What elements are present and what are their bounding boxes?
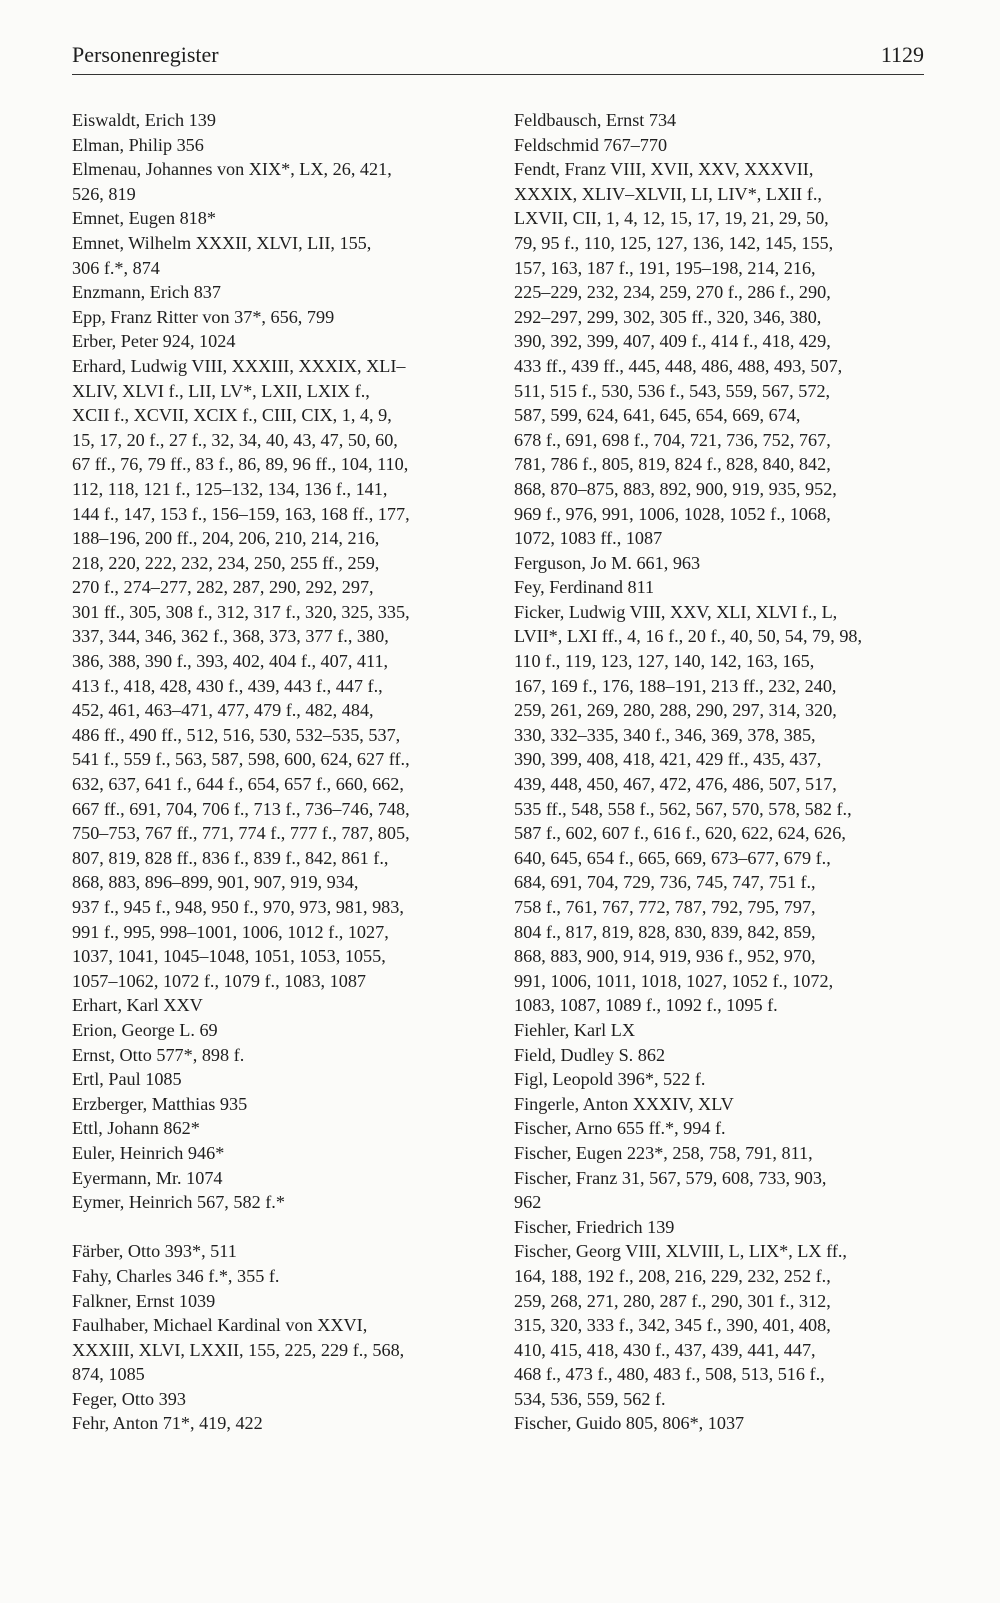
index-entry-line: 991 f., 995, 998–1001, 1006, 1012 f., 1027, bbox=[72, 921, 389, 942]
index-entry-line: 390, 392, 399, 407, 409 f., 414 f., 418, 429, bbox=[514, 331, 831, 352]
index-entry-line: 486 ff., 490 ff., 512, 516, 530, 532–535, 537, bbox=[72, 724, 401, 745]
index-entry-line: 301 ff., 305, 308 f., 312, 317 f., 320, 325, 335, bbox=[72, 601, 410, 622]
index-entry-line: 157, 163, 187 f., 191, 195–198, 214, 216, bbox=[514, 257, 816, 278]
index-column-left bbox=[72, 108, 492, 1436]
index-entry-line: 79, 95 f., 110, 125, 127, 136, 142, 145, 155, bbox=[514, 232, 834, 253]
index-entry-line: 306 f.*, 874 bbox=[72, 257, 160, 278]
index-entry-line: 868, 883, 896–899, 901, 907, 919, 934, bbox=[72, 872, 359, 893]
index-entry-line: Ertl, Paul 1085 bbox=[72, 1069, 182, 1090]
index-entry-line: 1083, 1087, 1089 f., 1092 f., 1095 f. bbox=[514, 995, 778, 1016]
index-entry-line: 962 bbox=[514, 1192, 542, 1213]
index-entry-line: 874, 1085 bbox=[72, 1364, 145, 1385]
index-entry bbox=[72, 1141, 492, 1166]
index-entry bbox=[514, 600, 934, 1018]
index-entry-line: 218, 220, 222, 232, 234, 250, 255 ff., 259, bbox=[72, 552, 380, 573]
index-entry-line: 781, 786 f., 805, 819, 824 f., 828, 840, 842, bbox=[514, 454, 831, 475]
index-entry bbox=[514, 575, 934, 600]
index-entry-line: Fendt, Franz VIII, XVII, XXV, XXXVII, bbox=[514, 159, 814, 180]
index-entry-line: 640, 645, 654 f., 665, 669, 673–677, 679 f., bbox=[514, 847, 831, 868]
index-entry bbox=[72, 305, 492, 330]
index-entry bbox=[72, 231, 492, 280]
index-entry-line: Enzmann, Erich 837 bbox=[72, 282, 221, 303]
index-entry-line: Fischer, Arno 655 ff.*, 994 f. bbox=[514, 1118, 726, 1139]
index-entry-line: 758 f., 761, 767, 772, 787, 792, 795, 797, bbox=[514, 897, 816, 917]
index-entry bbox=[72, 1018, 492, 1043]
index-entry bbox=[72, 1166, 492, 1191]
index-entry bbox=[72, 354, 492, 993]
index-entry bbox=[514, 1018, 934, 1043]
index-entry bbox=[514, 1043, 934, 1068]
index-entry-line: 937 f., 945 f., 948, 950 f., 970, 973, 981, 983, bbox=[72, 897, 404, 917]
index-entry-line: 587, 599, 624, 641, 645, 654, 669, 674, bbox=[514, 405, 801, 426]
index-entry-line: 15, 17, 20 f., 27 f., 32, 34, 40, 43, 47, 50, 60, bbox=[72, 429, 398, 450]
index-entry-line: Fischer, Franz 31, 567, 579, 608, 733, 903, bbox=[514, 1167, 827, 1188]
index-entry-line: 868, 870–875, 883, 892, 900, 919, 935, 952, bbox=[514, 478, 837, 499]
index-entry-line: Feldbausch, Ernst 734 bbox=[514, 110, 677, 130]
index-entry-line: 511, 515 f., 530, 536 f., 543, 559, 567, 572, bbox=[514, 380, 831, 401]
index-entry-line: Ficker, Ludwig VIII, XXV, XLI, XLVI f., L, bbox=[514, 601, 838, 622]
index-entry bbox=[72, 206, 492, 231]
index-entry-line: 804 f., 817, 819, 828, 830, 839, 842, 859, bbox=[514, 921, 816, 942]
index-entry-line: 110 f., 119, 123, 127, 140, 142, 163, 165, bbox=[514, 651, 815, 672]
index-entry-line: Fischer, Friedrich 139 bbox=[514, 1216, 675, 1237]
index-entry-line: Field, Dudley S. 862 bbox=[514, 1044, 666, 1065]
index-entry-line: Euler, Heinrich 946* bbox=[72, 1142, 225, 1163]
index-entry bbox=[72, 133, 492, 158]
index-entry bbox=[72, 1411, 492, 1436]
index-entry-line: 144 f., 147, 153 f., 156–159, 163, 168 ff., 177, bbox=[72, 503, 410, 524]
index-entry-line: Elmenau, Johannes von XIX*, LX, 26, 421, bbox=[72, 159, 392, 180]
index-entry-line: 807, 819, 828 ff., 836 f., 839 f., 842, 861 f., bbox=[72, 847, 389, 868]
index-entry bbox=[72, 993, 492, 1018]
index-entry bbox=[72, 1313, 492, 1387]
index-column-right bbox=[514, 108, 934, 1436]
index-entry bbox=[514, 1116, 934, 1141]
index-entry bbox=[514, 1215, 934, 1240]
index-entry-line: Ernst, Otto 577*, 898 f. bbox=[72, 1044, 245, 1065]
index-entry-line: Ferguson, Jo M. 661, 963 bbox=[514, 552, 701, 573]
index-entry bbox=[72, 329, 492, 354]
index-entry-line: 632, 637, 641 f., 644 f., 654, 657 f., 660, 662, bbox=[72, 774, 404, 795]
index-entry-line: 112, 118, 121 f., 125–132, 134, 136 f., 141, bbox=[72, 478, 388, 499]
index-entry bbox=[514, 1067, 934, 1092]
index-entry-line: XLIV, XLVI f., LII, LV*, LXII, LXIX f., bbox=[72, 380, 370, 401]
running-title: Personenregister bbox=[72, 42, 219, 67]
index-entry-line: 188–196, 200 ff., 204, 206, 210, 214, 216, bbox=[72, 528, 380, 549]
index-entry-line: 259, 261, 269, 280, 288, 290, 297, 314, 320, bbox=[514, 700, 837, 721]
index-entry-line: Eiswaldt, Erich 139 bbox=[72, 110, 216, 130]
index-entry bbox=[514, 1141, 934, 1166]
index-entry-line: Fiehler, Karl LX bbox=[514, 1019, 635, 1040]
index-entry-line: Erzberger, Matthias 935 bbox=[72, 1093, 248, 1114]
index-entry-line: Feldschmid 767–770 bbox=[514, 134, 668, 155]
index-entry-line: 439, 448, 450, 467, 472, 476, 486, 507, 517, bbox=[514, 774, 837, 795]
index-entry bbox=[72, 1387, 492, 1412]
index-entry-line: XXXIX, XLIV–XLVII, LI, LIV*, LXII f., bbox=[514, 183, 822, 204]
index-entry-line: Eyermann, Mr. 1074 bbox=[72, 1167, 223, 1188]
index-entry bbox=[72, 1043, 492, 1068]
index-entry-line: 991, 1006, 1011, 1018, 1027, 1052 f., 1072, bbox=[514, 970, 834, 991]
index-entry bbox=[72, 1190, 492, 1215]
index-entry bbox=[72, 1092, 492, 1117]
index-entry-line: 678 f., 691, 698 f., 704, 721, 736, 752, 767, bbox=[514, 429, 831, 450]
index-entry-line: 868, 883, 900, 914, 919, 936 f., 952, 970, bbox=[514, 946, 816, 967]
index-entry-line: XXXIII, XLVI, LXXII, 155, 225, 229 f., 568, bbox=[72, 1339, 405, 1360]
index-entry bbox=[72, 1239, 492, 1264]
index-entry-line: 315, 320, 333 f., 342, 345 f., 390, 401, 408, bbox=[514, 1315, 831, 1336]
index-entry-line: Erion, George L. 69 bbox=[72, 1019, 218, 1040]
index-entry-line: Erber, Peter 924, 1024 bbox=[72, 331, 236, 352]
index-entry-line: Fahy, Charles 346 f.*, 355 f. bbox=[72, 1265, 280, 1286]
index-entry-line: Fischer, Georg VIII, XLVIII, L, LIX*, LX ff., bbox=[514, 1241, 847, 1262]
index-entry-line: Emnet, Wilhelm XXXII, XLVI, LII, 155, bbox=[72, 232, 372, 253]
index-entry bbox=[514, 108, 934, 133]
index-entry-line: 452, 461, 463–471, 477, 479 f., 482, 484, bbox=[72, 700, 374, 721]
index-entry-line: 535 ff., 548, 558 f., 562, 567, 570, 578, 582 f., bbox=[514, 798, 852, 819]
index-entry-line: 413 f., 418, 428, 430 f., 439, 443 f., 447 f., bbox=[72, 675, 383, 696]
index-entry bbox=[514, 1239, 934, 1411]
index-entry-line: 390, 399, 408, 418, 421, 429 ff., 435, 437, bbox=[514, 749, 822, 770]
index-entry bbox=[72, 1264, 492, 1289]
index-entry-line: LVII*, LXI ff., 4, 16 f., 20 f., 40, 50, 54, 79, 98, bbox=[514, 626, 863, 647]
index-entry-line: 750–753, 767 ff., 771, 774 f., 777 f., 787, 805, bbox=[72, 823, 410, 844]
index-entry-line: XCII f., XCVII, XCIX f., CIII, CIX, 1, 4, 9, bbox=[72, 405, 392, 426]
index-entry-line: Ettl, Johann 862* bbox=[72, 1118, 200, 1139]
index-entry-line: 164, 188, 192 f., 208, 216, 229, 232, 252 f., bbox=[514, 1265, 831, 1286]
page-header bbox=[72, 38, 924, 75]
index-entry-line: 1037, 1041, 1045–1048, 1051, 1053, 1055, bbox=[72, 946, 386, 967]
index-entry bbox=[514, 133, 934, 158]
index-entry-line: Feger, Otto 393 bbox=[72, 1388, 186, 1409]
index-entry-line: Eymer, Heinrich 567, 582 f.* bbox=[72, 1192, 285, 1213]
index-entry-line: 386, 388, 390 f., 393, 402, 404 f., 407, 411, bbox=[72, 651, 389, 672]
index-entry bbox=[514, 1411, 934, 1436]
index-entry-line: 526, 819 bbox=[72, 183, 136, 204]
index-entry bbox=[72, 157, 492, 206]
index-entry-line: 270 f., 274–277, 282, 287, 290, 292, 297, bbox=[72, 577, 374, 598]
index-entry-line: Erhart, Karl XXV bbox=[72, 995, 203, 1016]
page-number: 1129 bbox=[880, 42, 924, 67]
index-entry-line: 541 f., 559 f., 563, 587, 598, 600, 624, 627 ff., bbox=[72, 749, 410, 770]
index-entry-line: 684, 691, 704, 729, 736, 745, 747, 751 f., bbox=[514, 872, 816, 893]
index-entry bbox=[72, 1289, 492, 1314]
index-entry-line: 587 f., 602, 607 f., 616 f., 620, 622, 624, 626, bbox=[514, 823, 846, 844]
index-entry-line: Elman, Philip 356 bbox=[72, 134, 204, 155]
index-entry bbox=[72, 1067, 492, 1092]
index-entry-line: LXVII, CII, 1, 4, 12, 15, 17, 19, 21, 29, 50, bbox=[514, 208, 829, 229]
index-entry-line: Fischer, Eugen 223*, 258, 758, 791, 811, bbox=[514, 1142, 813, 1163]
index-entry-line: 259, 268, 271, 280, 287 f., 290, 301 f., 312, bbox=[514, 1290, 831, 1311]
index-entry-line: 410, 415, 418, 430 f., 437, 439, 441, 447, bbox=[514, 1339, 816, 1360]
index-entry-line: 225–229, 232, 234, 259, 270 f., 286 f., 290, bbox=[514, 282, 831, 303]
index-entry bbox=[514, 1092, 934, 1117]
index-entry bbox=[514, 1166, 934, 1215]
index-entry-line: 337, 344, 346, 362 f., 368, 373, 377 f., 380, bbox=[72, 626, 389, 647]
index-entry-line: Emnet, Eugen 818* bbox=[72, 208, 216, 229]
index-entry-line: 468 f., 473 f., 480, 483 f., 508, 513, 516 f., bbox=[514, 1364, 825, 1385]
index-entry-line: Figl, Leopold 396*, 522 f. bbox=[514, 1069, 706, 1090]
index-entry-line: Fehr, Anton 71*, 419, 422 bbox=[72, 1413, 263, 1434]
index-entry-line: 330, 332–335, 340 f., 346, 369, 378, 385, bbox=[514, 724, 816, 745]
index-entry-line: Falkner, Ernst 1039 bbox=[72, 1290, 216, 1311]
letter-group-spacer bbox=[72, 1215, 492, 1240]
index-entry-line: 667 ff., 691, 704, 706 f., 713 f., 736–746, 748, bbox=[72, 798, 410, 819]
index-entry-line: 1072, 1083 ff., 1087 bbox=[514, 528, 663, 549]
index-entry-line: Faulhaber, Michael Kardinal von XXVI, bbox=[72, 1315, 368, 1336]
index-entry-line: Erhard, Ludwig VIII, XXXIII, XXXIX, XLI– bbox=[72, 355, 406, 376]
index-entry-line: 969 f., 976, 991, 1006, 1028, 1052 f., 1068, bbox=[514, 503, 831, 524]
index-entry-line: 1057–1062, 1072 f., 1079 f., 1083, 1087 bbox=[72, 970, 367, 991]
index-entry-line: Fingerle, Anton XXXIV, XLV bbox=[514, 1093, 734, 1114]
index-entry-line: Fischer, Guido 805, 806*, 1037 bbox=[514, 1413, 745, 1434]
index-entry-line: Fey, Ferdinand 811 bbox=[514, 577, 655, 598]
index-entry bbox=[72, 280, 492, 305]
index-entry bbox=[514, 157, 934, 551]
index-entry-line: 534, 536, 559, 562 f. bbox=[514, 1388, 666, 1409]
index-entry-line: Epp, Franz Ritter von 37*, 656, 799 bbox=[72, 306, 335, 327]
index-entry bbox=[72, 1116, 492, 1141]
index-entry bbox=[72, 108, 492, 133]
index-entry-line: Färber, Otto 393*, 511 bbox=[72, 1241, 237, 1262]
index-entry-line: 292–297, 299, 302, 305 ff., 320, 346, 380, bbox=[514, 306, 822, 327]
index-entry-line: 167, 169 f., 176, 188–191, 213 ff., 232, 240, bbox=[514, 675, 837, 696]
index-entry bbox=[514, 551, 934, 576]
index-entry-line: 433 ff., 439 ff., 445, 448, 486, 488, 493, 507, bbox=[514, 355, 843, 376]
index-entry-line: 67 ff., 76, 79 ff., 83 f., 86, 89, 96 ff., 104, 110, bbox=[72, 454, 409, 475]
